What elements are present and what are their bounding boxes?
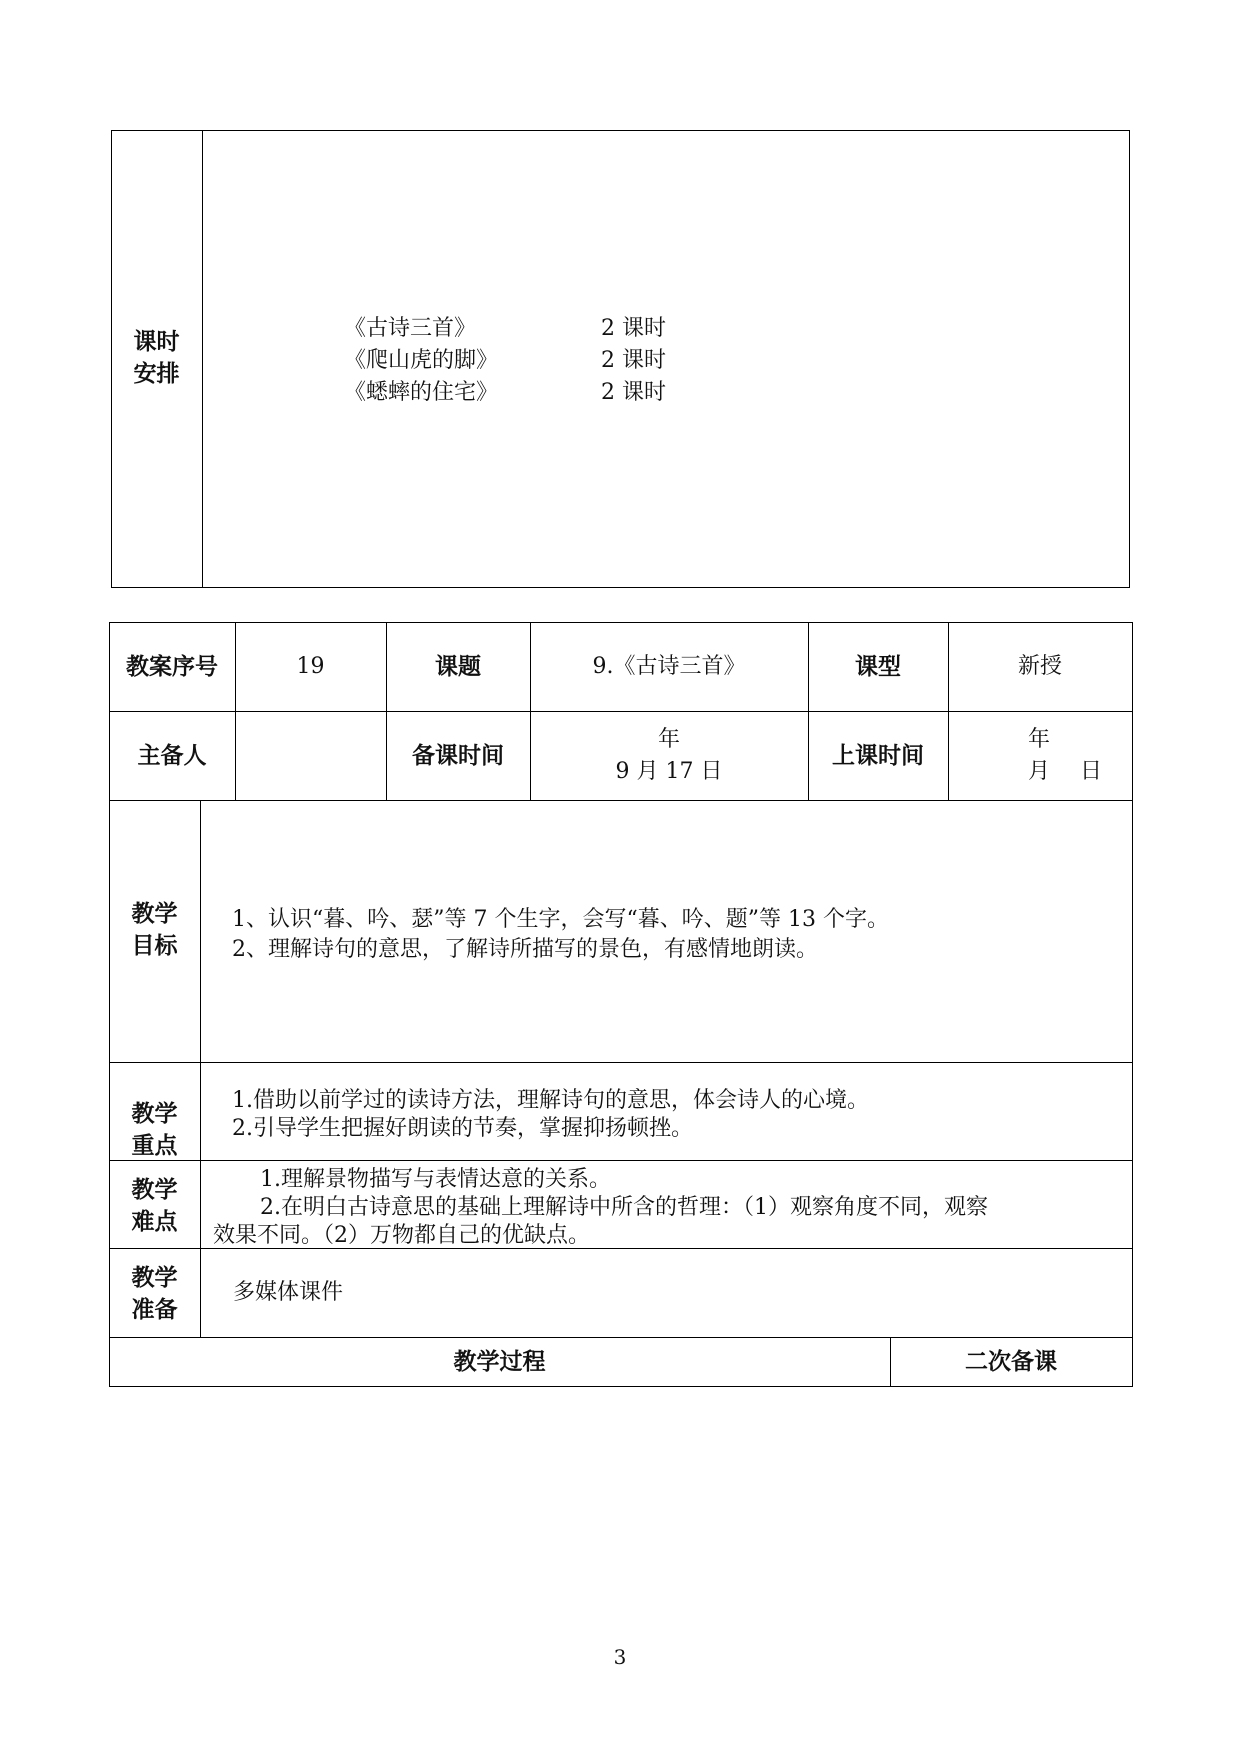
class-time-label: 上课时间: [832, 743, 924, 769]
keypoints-label: 教学 重点: [131, 1101, 178, 1159]
goal-line-1: 1、认识“暮、吟、瑟”等 7 个生字，会写“暮、吟、题”等 13 个字。: [232, 907, 889, 932]
lesson-hours-1: 2 课时: [601, 316, 666, 341]
keypoint-line-1: 1.借助以前学过的读诗方法，理解诗句的意思，体会诗人的心境。: [232, 1088, 869, 1113]
type-label: 课型: [855, 654, 901, 680]
lesson-title-3: 《蟋蟀的住宅》: [344, 380, 499, 405]
difficulties-label: 教学 难点: [131, 1177, 178, 1235]
owner-label: 主备人: [137, 743, 207, 769]
difficulty-line-3: 效果不同。（2）万物都自己的优缺点。: [213, 1223, 590, 1248]
goal-line-2: 2、理解诗句的意思，了解诗所描写的景色，有感情地朗读。: [232, 937, 818, 962]
topic-label: 课题: [435, 654, 481, 680]
seq-value: 19: [296, 654, 325, 679]
type-value: 新授: [1017, 654, 1062, 679]
difficulty-line-2: 2.在明白古诗意思的基础上理解诗中所含的哲理：（1）观察角度不同，观察: [260, 1195, 988, 1220]
teaching-process-header: 教学过程: [453, 1349, 546, 1375]
second-prep-header: 二次备课: [965, 1349, 1057, 1375]
page-number: 3: [613, 1645, 627, 1669]
lesson-title-2: 《爬山虎的脚》: [344, 348, 499, 373]
difficulty-line-1: 1.理解景物描写与表情达意的关系。: [260, 1167, 611, 1192]
preparation-value: 多媒体课件: [233, 1280, 344, 1305]
prep-year: 年: [657, 727, 680, 752]
preparation-label: 教学 准备: [131, 1265, 178, 1323]
class-month: 月: [1028, 759, 1051, 784]
goals-label: 教学 目标: [131, 901, 178, 959]
prep-date: 9 月 17 日: [615, 759, 723, 784]
lesson-hours-2: 2 课时: [601, 348, 666, 373]
lesson-hours-3: 2 课时: [601, 380, 666, 405]
schedule-label: 课时 安排: [133, 329, 180, 387]
class-day: 日: [1080, 759, 1103, 784]
lesson-title-1: 《古诗三首》: [344, 316, 477, 341]
class-year: 年: [1028, 727, 1051, 752]
topic-value: 9.《古诗三首》: [592, 654, 746, 679]
seq-label: 教案序号: [126, 654, 218, 680]
prep-time-label: 备课时间: [412, 743, 504, 769]
keypoint-line-2: 2.引导学生把握好朗读的节奏，掌握抑扬顿挫。: [232, 1116, 693, 1141]
